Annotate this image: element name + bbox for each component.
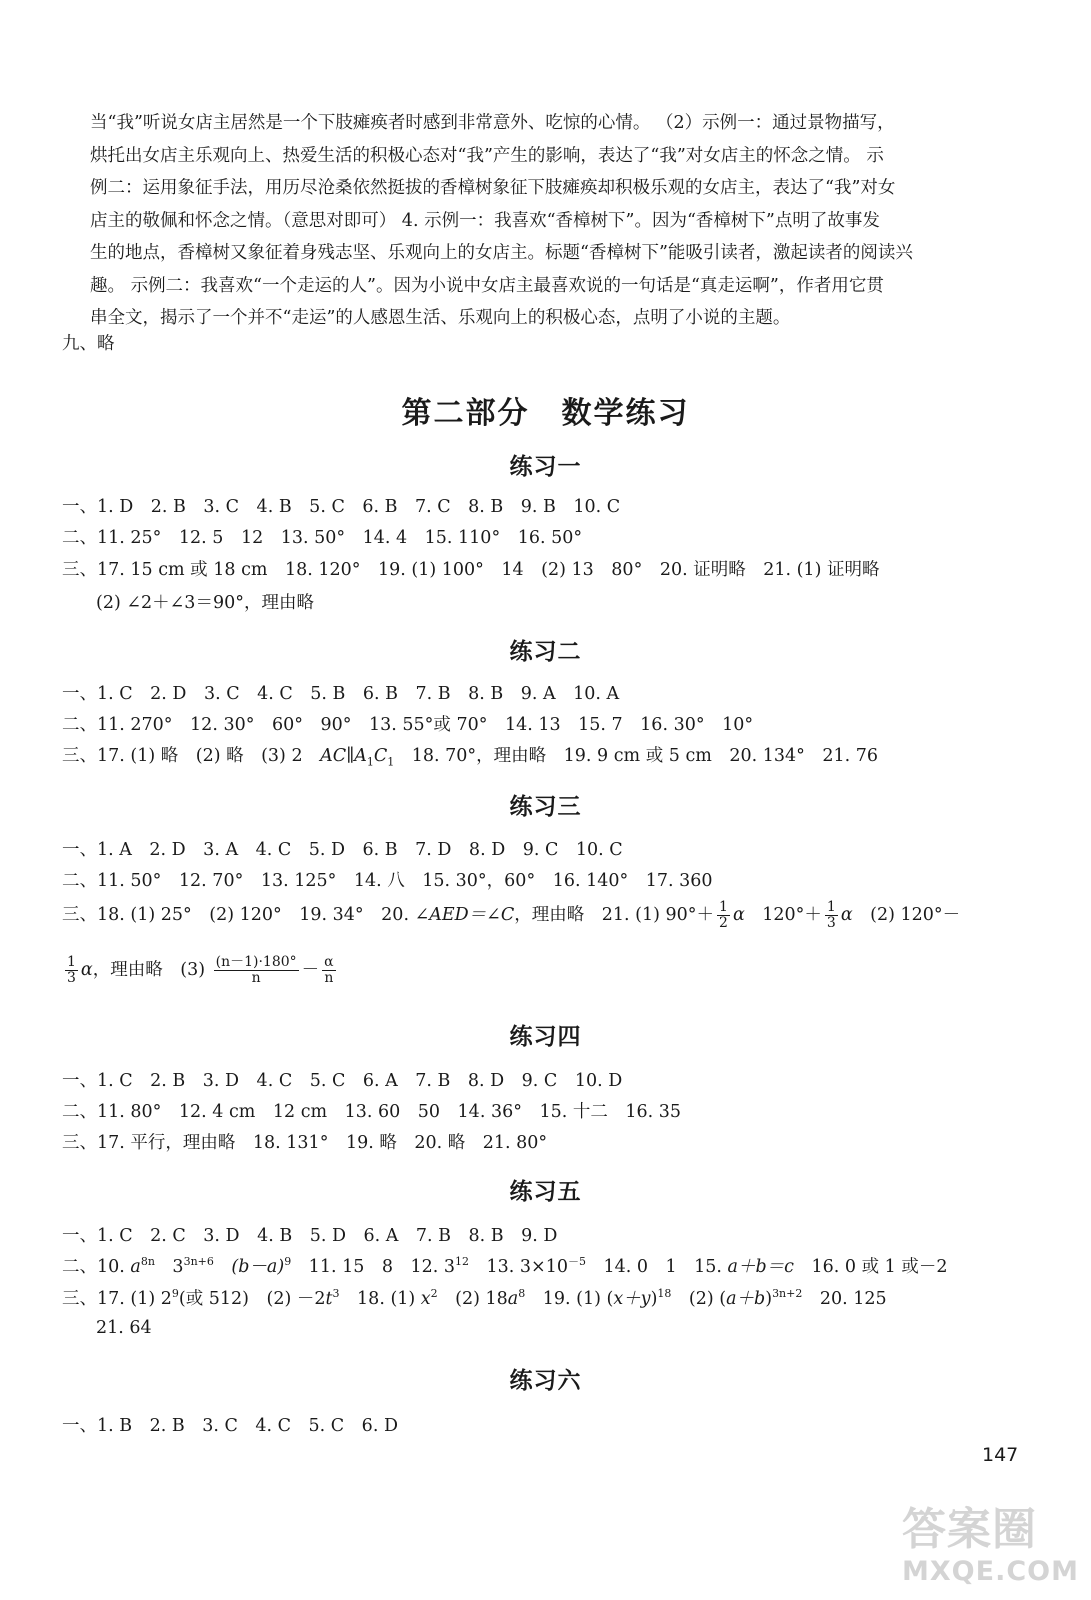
intro-line-3: 例二：运用象征手法，用历尽沧桑依然挺拔的香樟树象征下肢瘫痪却积极乐观的女店主，表达了“我”对女 — [90, 178, 896, 198]
exercise-2-title: 练习二 — [509, 638, 582, 665]
fraction-polygon-angle: $\frac{(n-1)\cdot 180^\circ}{n}$ — [215, 954, 297, 986]
exercise-1-line-3: 三、17. 15 cm 或 18 cm 18. 120° 19. (1) 100° 14 (2) 13 80° 20. 证明略 21. (1) 证明略 — [62, 560, 880, 580]
parallel-expression-c: C — [373, 746, 388, 766]
text-segment: 三、17. (1) 2 — [62, 1289, 172, 1309]
exponent: 9 — [171, 1287, 179, 1301]
parallel-expression: AC∥A — [320, 746, 367, 766]
watermark-logo — [902, 1503, 1082, 1597]
exercise-3-line-3 — [62, 900, 1022, 931]
text-segment: 19. (1) ( — [525, 1289, 614, 1309]
exponent: 2 — [430, 1287, 438, 1301]
watermark-bottom-text: MXQE.COM — [902, 1556, 1079, 1587]
intro-paragraph — [90, 107, 1010, 335]
exercise-2-line-3-part-f: 18. 70°，理由略 19. 9 cm 或 5 cm 20. 134° 21. 76 — [394, 746, 879, 766]
exercise-5-title: 练习五 — [509, 1178, 582, 1205]
item-nine: 九、略 — [62, 334, 115, 354]
text-segment: (2) 18 — [437, 1289, 508, 1309]
math-expression: x＋y — [613, 1289, 651, 1309]
exercise-3-line-3-part-e: (2) 120°－ — [852, 905, 961, 925]
intro-line-1: 当“我”听说女店主居然是一个下肢瘫痪者时感到非常意外、吃惊的心情。 （2）示例一：通过景物描写， — [90, 113, 895, 133]
exercise-3-line-3-part-c: ，理由略 21. (1) 90°＋ — [514, 905, 715, 925]
fraction-one-third: $\frac{1}{3}$ — [826, 899, 836, 931]
text-segment: 11. 15 8 12. 3 — [291, 1257, 456, 1277]
exercise-3-line-2: 二、11. 50° 12. 70° 13. 125° 14. 八 15. 30°，60° 16. 140° 17. 360 — [62, 871, 713, 891]
text-segment: 3 — [154, 1257, 184, 1277]
math-expression: (b－a) — [213, 1257, 285, 1277]
text-segment: ) — [765, 1289, 773, 1309]
exercise-1-line-2: 二、11. 25° 12. 5 12 13. 50° 14. 4 15. 110° 16. 50° — [62, 528, 583, 548]
text-segment: (或 512) (2) －2 — [178, 1289, 326, 1309]
text-segment: 18. (1) — [339, 1289, 421, 1309]
fraction-alpha-over-n: $\frac{\alpha}{n}$ — [324, 954, 334, 986]
exercise-4-line-3: 三、17. 平行，理由略 18. 131° 19. 略 20. 略 21. 80° — [62, 1133, 548, 1153]
exercise-2-line-1: 一、1. C 2. D 3. C 4. C 5. B 6. B 7. B 8. B 9. A 10. A — [62, 684, 620, 704]
text-segment: 二、10. — [62, 1257, 131, 1277]
exponent: 8n — [140, 1255, 155, 1269]
page-number: 147 — [982, 1444, 1019, 1466]
watermark-top-text: 答案圈 — [902, 1504, 1037, 1555]
exercise-3-line-4-part-a: ，理由略 (3) — [92, 960, 211, 980]
fraction-one-half: $\frac{1}{2}$ — [719, 899, 728, 931]
fraction-one-third: $\frac{1}{3}$ — [67, 954, 76, 986]
exponent: 3n+6 — [183, 1255, 214, 1269]
minus-sign: － — [301, 960, 320, 980]
exercise-1-line-4: (2) ∠2＋∠3＝90°，理由略 — [96, 593, 314, 613]
exponent: 3n+2 — [772, 1287, 803, 1301]
part-title: 第二部分 数学练习 — [401, 396, 690, 431]
exercise-2-line-3-part-a: 三、17. (1) 略 (2) 略 (3) 2 — [62, 746, 321, 766]
exercise-2-line-2: 二、11. 270° 12. 30° 60° 90° 13. 55°或 70° 14. 13 15. 7 16. 30° 10° — [62, 715, 754, 735]
text-segment: 20. 125 — [802, 1289, 887, 1309]
intro-line-4: 店主的敬佩和怀念之情。（意思对即可） 4. 示例一：我喜欢“香樟树下”。因为“香樟树下”点明了故事发 — [90, 210, 880, 231]
text-segment: 13. 3×10 — [469, 1257, 568, 1277]
math-variable: t — [325, 1289, 333, 1309]
exercise-3-line-4 — [62, 955, 1022, 986]
exercise-5-line-1: 一、1. C 2. C 3. D 4. B 5. D 6. A 7. B 8. B 9. D — [62, 1226, 558, 1246]
math-variable: a — [507, 1289, 519, 1309]
exercise-4-line-1: 一、1. C 2. B 3. D 4. C 5. C 6. A 7. B 8. D 9. C 10. D — [62, 1071, 623, 1091]
text-segment: (2) ( — [671, 1289, 727, 1309]
exponent: 12 — [455, 1255, 470, 1269]
text-segment: ) — [650, 1289, 658, 1309]
exercise-5-line-2 — [62, 1253, 1022, 1278]
exercise-2-line-3 — [62, 742, 1022, 769]
intro-line-6: 趣。 示例二：我喜欢“一个走运的人”。因为小说中女店主最喜欢说的一句话是“真走运啊”，作者用它贯 — [90, 275, 884, 296]
text-segment: 16. 0 或 1 或－2 — [793, 1257, 948, 1277]
alpha-symbol: α — [732, 905, 745, 925]
exponent: 9 — [284, 1255, 292, 1269]
exercise-4-line-2: 二、11. 80° 12. 4 cm 12 cm 13. 60 50 14. 36° 15. 十二 16. 35 — [62, 1102, 682, 1122]
text-segment: 14. 0 1 15. — [585, 1257, 728, 1277]
exercise-3-title: 练习三 — [509, 793, 582, 820]
exponent: 8 — [518, 1287, 526, 1301]
exercise-5-line-4: 21. 64 — [96, 1318, 152, 1338]
exercise-5-line-3 — [62, 1285, 1022, 1310]
math-expression: a＋b＝c — [727, 1257, 794, 1277]
exercise-6-title: 练习六 — [509, 1367, 582, 1394]
intro-line-7: 串全文，揭示了一个并不“走运”的人感恩生活、乐观向上的积极心态，点明了小说的主题。 — [90, 308, 791, 328]
math-variable: x — [420, 1289, 431, 1309]
exponent: 3 — [332, 1287, 340, 1301]
math-expression: a＋b — [726, 1289, 766, 1309]
exercise-1-line-1: 一、1. D 2. B 3. C 4. B 5. C 6. B 7. C 8. B 9. B 10. C — [62, 497, 621, 517]
angle-expression: ∠AED＝∠C — [414, 905, 515, 925]
subscript: 1 — [366, 755, 374, 769]
subscript: 1 — [387, 755, 395, 769]
alpha-symbol: α — [840, 905, 853, 925]
intro-line-5: 生的地点，香樟树又象征着身残志坚、乐观向上的女店主。标题“香樟树下”能吸引读者，激起读者的阅读兴 — [90, 243, 913, 263]
exercise-3-line-3-part-a: 三、18. (1) 25° (2) 120° 19. 34° 20. — [62, 905, 415, 925]
exercise-3-line-1: 一、1. A 2. D 3. A 4. C 5. D 6. B 7. D 8. D 9. C 10. C — [62, 840, 623, 860]
exercise-4-title: 练习四 — [509, 1023, 582, 1050]
exercise-6-line-1: 一、1. B 2. B 3. C 4. C 5. C 6. D — [62, 1416, 398, 1436]
exponent: 18 — [657, 1287, 672, 1301]
math-variable: a — [130, 1257, 141, 1277]
exercise-3-line-3-part-d: 120°＋ — [744, 905, 822, 925]
exercise-1-title: 练习一 — [509, 453, 582, 480]
alpha-symbol: α — [80, 960, 93, 980]
intro-line-2: 烘托出女店主乐观向上、热爱生活的积极心态对“我”产生的影响，表达了“我”对女店主的怀念之情。 示 — [90, 145, 884, 166]
exponent: －5 — [567, 1255, 586, 1269]
